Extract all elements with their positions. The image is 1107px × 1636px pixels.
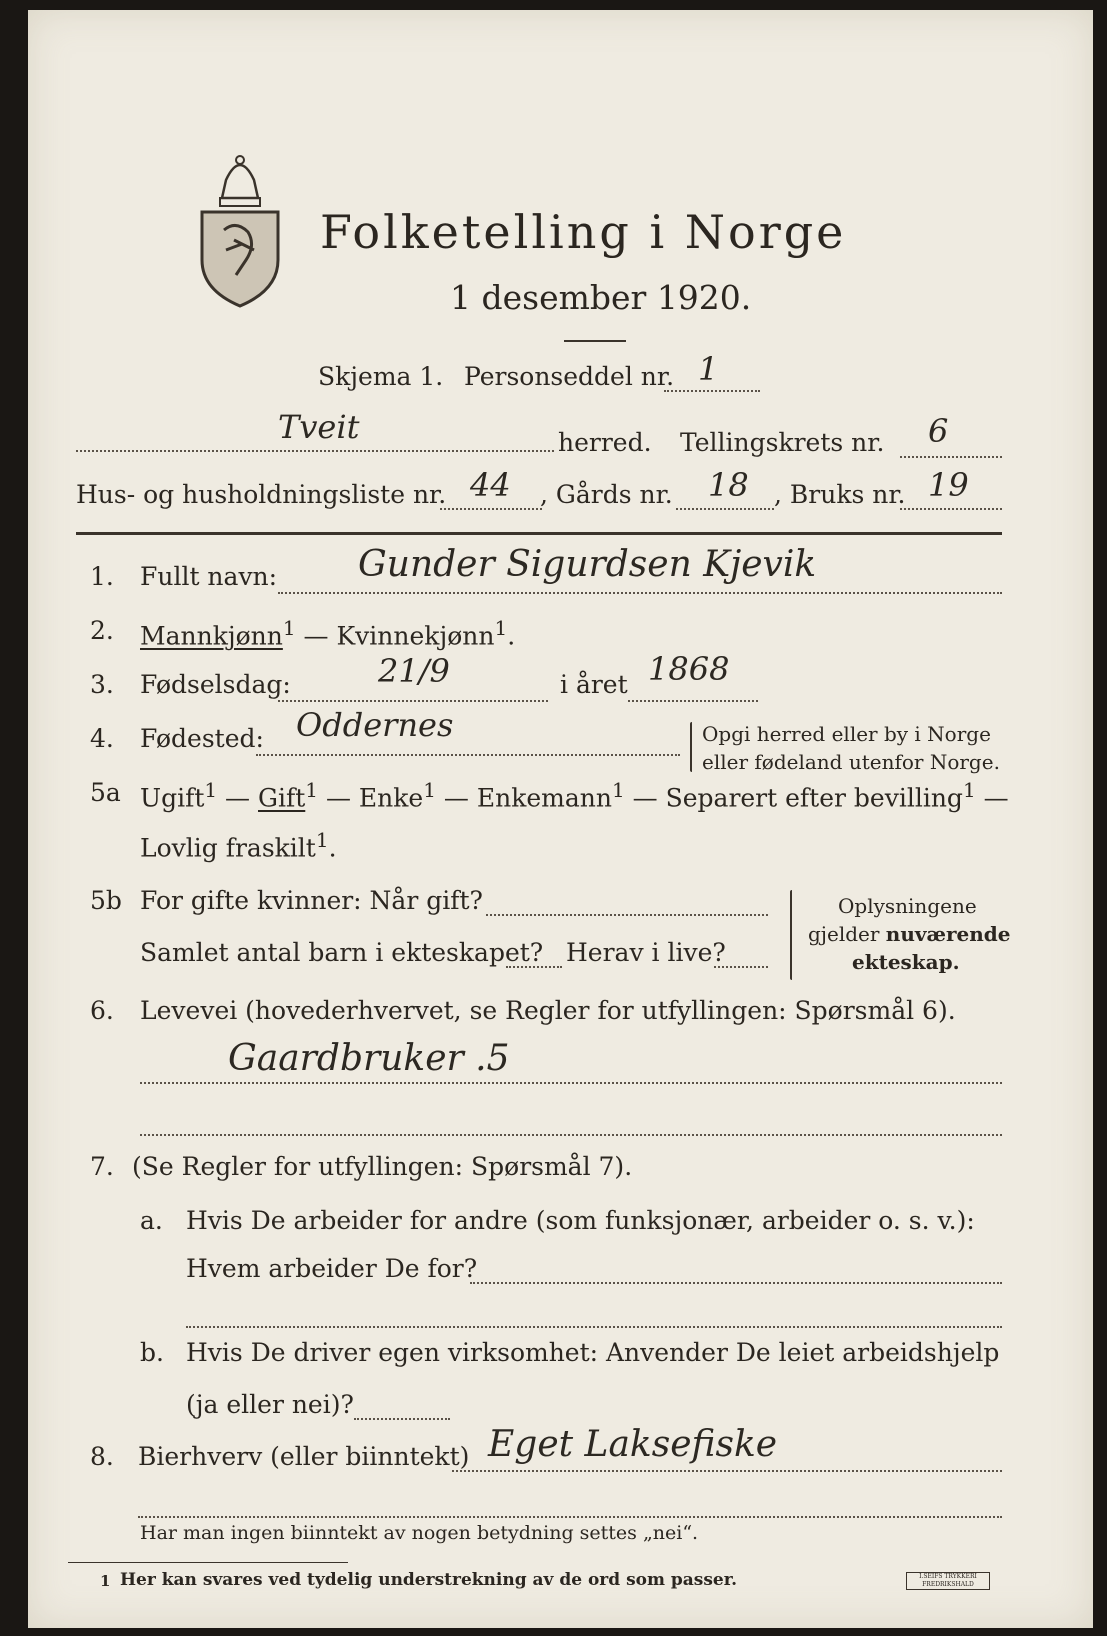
q6-number: 6.: [90, 996, 114, 1025]
married-option: Gift: [258, 783, 306, 813]
q5a-number: 5a: [90, 778, 121, 807]
q4-number: 4.: [90, 724, 114, 753]
hus-line: [440, 508, 542, 510]
year-line: [628, 700, 758, 702]
q6-label: Levevei (hovederhvervet, se Regler for utfyllingen: Spørsmål 6).: [140, 996, 956, 1025]
children-alive-label: Herav i live?: [566, 938, 726, 967]
q7-label: (Se Regler for utfyllingen: Spørsmål 7).: [132, 1152, 633, 1181]
children-count-label: Samlet antal barn i ekteskapet?: [140, 938, 544, 967]
marriage-note-1: Oplysningene: [838, 894, 977, 918]
bruks-label: , Bruks nr.: [774, 480, 906, 509]
q5b-number: 5b: [90, 886, 122, 915]
divorced-option: Lovlig fraskilt$^1$.: [140, 828, 337, 863]
q3-label: Fødselsdag:: [140, 670, 291, 699]
q7a-label-2: Hvem arbeider De for?: [186, 1254, 478, 1283]
q7b-label-2: (ja eller nei)?: [186, 1390, 354, 1419]
footnote-text: Her kan svares ved tydelig understrekning av de ord som passer.: [120, 1570, 738, 1590]
side-income-value: Eget Laksefiske: [488, 1424, 778, 1465]
bruks-line: [900, 508, 1002, 510]
year-label: i året: [560, 670, 628, 699]
gards-value: 18: [708, 466, 749, 504]
coat-of-arms-icon: [196, 150, 284, 310]
skjema-label: Skjema 1.: [318, 362, 444, 391]
personseddel-label: Personseddel nr.: [464, 362, 675, 391]
birthplace-line: [256, 754, 680, 756]
when-married-label: For gifte kvinner: Når gift?: [140, 886, 483, 915]
birth-year-value: 1868: [648, 650, 730, 688]
children-alive-line: [714, 966, 768, 968]
footnote-mark: 1: [100, 1572, 111, 1590]
footnote-divider: [68, 1562, 348, 1563]
herred-label: herred.: [558, 428, 652, 457]
full-name-value: Gunder Sigurdsen Kjevik: [358, 544, 817, 585]
employer-line: [470, 1282, 1002, 1284]
personseddel-value: 1: [698, 350, 719, 388]
birthplace-note-bracket: [690, 722, 692, 772]
side-income-note: Har man ingen biinntekt av nogen betydning settes „nei“.: [140, 1522, 699, 1544]
hus-label: Hus- og husholdningsliste nr.: [76, 480, 447, 509]
herred-value: Tveit: [278, 408, 360, 446]
marriage-note-bracket: [790, 890, 792, 980]
when-married-line: [486, 914, 768, 916]
side-income-line-2: [138, 1516, 1002, 1518]
bruks-value: 19: [928, 466, 969, 504]
q1-label: Fullt navn:: [140, 562, 278, 591]
q8-number: 8.: [90, 1442, 114, 1471]
birthplace-note-2: eller fødeland utenfor Norge.: [702, 750, 1000, 774]
marriage-note-2: gjelder nuværende: [808, 922, 1011, 946]
q7b-label-1: Hvis De driver egen virksomhet: Anvender De leiet arbeidshjelp: [186, 1338, 1000, 1367]
q8-label: Bierhverv (eller biinntekt): [138, 1442, 470, 1471]
printer-stamp: I.SEIFS TRYKKERI FREDRIKSHALD: [906, 1572, 990, 1590]
q2-number: 2.: [90, 616, 114, 645]
form-title: Folketelling i Norge: [320, 205, 847, 259]
marriage-note-3: ekteskap.: [852, 950, 960, 974]
male-option: Mannkjønn: [140, 621, 283, 651]
tellingskrets-value: 6: [928, 412, 949, 450]
q3-number: 3.: [90, 670, 114, 699]
hus-value: 44: [470, 466, 511, 504]
female-option: Kvinnekjønn: [336, 621, 495, 651]
tellingskrets-label: Tellingskrets nr.: [680, 428, 885, 457]
q1-number: 1.: [90, 562, 114, 591]
q7b-number: b.: [140, 1338, 164, 1367]
census-date: 1 desember 1920.: [450, 278, 752, 317]
section-divider: [76, 532, 1002, 535]
children-count-line: [506, 966, 562, 968]
title-divider: [564, 340, 626, 342]
side-income-line: [452, 1470, 1002, 1472]
q7-number: 7.: [90, 1152, 114, 1181]
occupation-line-2: [140, 1134, 1002, 1136]
gards-line: [676, 508, 774, 510]
birthday-line: [278, 700, 548, 702]
q7a-label-1: Hvis De arbeider for andre (som funksjonær, arbeider o. s. v.):: [186, 1206, 975, 1235]
employer-line-2: [186, 1326, 1002, 1328]
birthday-value: 21/9: [378, 652, 450, 690]
q1-line: [278, 592, 1002, 594]
gards-label: , Gårds nr.: [540, 480, 673, 509]
birthplace-value: Oddernes: [296, 706, 454, 744]
q4-label: Fødested:: [140, 724, 264, 753]
hired-help-line: [354, 1418, 450, 1420]
q7a-number: a.: [140, 1206, 163, 1235]
census-form: [28, 10, 1093, 1628]
occupation-value: Gaardbruker .5: [228, 1038, 510, 1079]
personseddel-line: [664, 390, 760, 392]
q2-gender: Mannkjønn$^1$ — Kvinnekjønn$^1$.: [140, 616, 516, 651]
herred-line: [76, 450, 554, 452]
tellingskrets-line: [900, 456, 1002, 458]
marital-status-options: Ugift$^1$ — Gift$^1$ — Enke$^1$ — Enkemann$^1$ — Separert efter bevilling$^1$ —: [140, 778, 1009, 813]
occupation-line-1: [140, 1082, 1002, 1084]
birthplace-note-1: Opgi herred eller by i Norge: [702, 722, 991, 746]
